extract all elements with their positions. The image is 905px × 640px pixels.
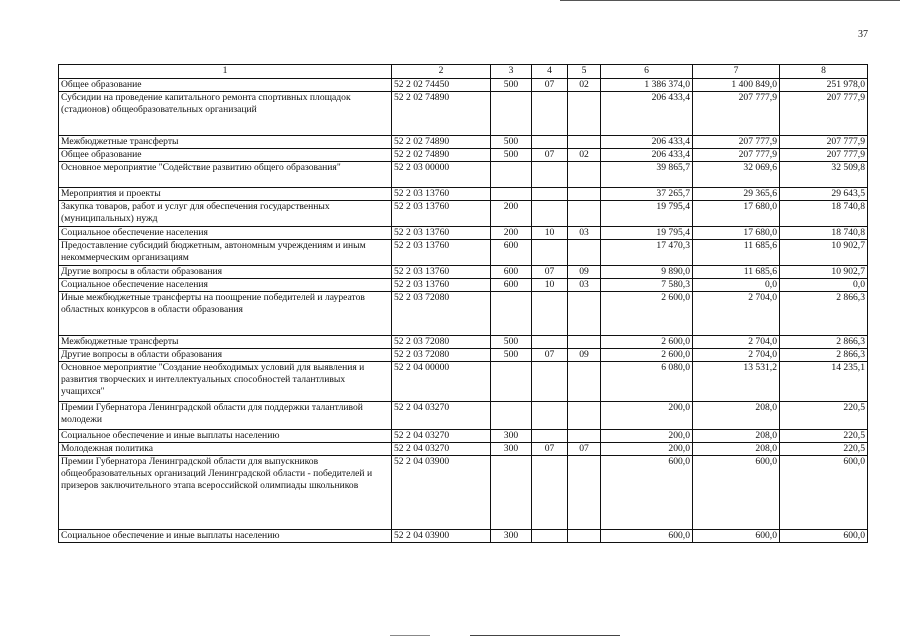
row-name: Межбюджетные трансферты (59, 136, 392, 149)
row-value-7: 207 777,9 (693, 92, 780, 136)
row-col-3: 200 (491, 201, 532, 227)
table-row (59, 162, 868, 188)
row-name: Другие вопросы в области образования (59, 266, 392, 279)
row-value-7: 1 400 849,0 (693, 79, 780, 92)
row-col-4 (532, 530, 568, 543)
row-name: Молодежная политика (59, 443, 392, 456)
row-code: 52 2 02 74890 (392, 136, 491, 149)
row-value-7: 600,0 (693, 456, 780, 530)
row-col-3: 600 (491, 240, 532, 266)
row-value-6: 206 433,4 (601, 149, 693, 162)
row-value-8: 29 643,5 (780, 188, 868, 201)
table-row (59, 430, 868, 443)
row-col-5 (568, 188, 601, 201)
row-col-3 (491, 402, 532, 430)
row-value-6: 17 470,3 (601, 240, 693, 266)
table-row (59, 456, 868, 530)
row-name: Социальное обеспечение и иные выплаты населению (59, 430, 392, 443)
table-row (59, 266, 868, 279)
header-col-6: 6 (601, 65, 693, 79)
scan-mark (390, 635, 430, 636)
row-value-6: 200,0 (601, 443, 693, 456)
row-col-3: 500 (491, 349, 532, 362)
table-row (59, 188, 868, 201)
table-row (59, 227, 868, 240)
row-col-3: 200 (491, 227, 532, 240)
row-name: Социальное обеспечение населения (59, 279, 392, 292)
row-col-4 (532, 430, 568, 443)
row-col-4 (532, 336, 568, 349)
row-value-7: 29 365,6 (693, 188, 780, 201)
table-row (59, 149, 868, 162)
header-col-3: 3 (491, 65, 532, 79)
row-col-3 (491, 292, 532, 336)
row-value-6: 37 265,7 (601, 188, 693, 201)
row-col-4 (532, 201, 568, 227)
row-value-7: 32 069,6 (693, 162, 780, 188)
row-value-7: 207 777,9 (693, 149, 780, 162)
row-col-4 (532, 456, 568, 530)
row-value-7: 2 704,0 (693, 349, 780, 362)
row-code: 52 2 03 13760 (392, 201, 491, 227)
row-col-4: 10 (532, 279, 568, 292)
row-col-3 (491, 362, 532, 402)
row-code: 52 2 02 74890 (392, 149, 491, 162)
row-col-5: 03 (568, 227, 601, 240)
table-row (59, 336, 868, 349)
row-col-4: 07 (532, 443, 568, 456)
row-value-6: 19 795,4 (601, 201, 693, 227)
row-col-3: 300 (491, 430, 532, 443)
row-col-4: 07 (532, 266, 568, 279)
row-col-5 (568, 336, 601, 349)
row-value-8: 32 509,8 (780, 162, 868, 188)
row-col-5 (568, 162, 601, 188)
row-value-8: 10 902,7 (780, 266, 868, 279)
row-value-6: 2 600,0 (601, 349, 693, 362)
scan-line (470, 635, 620, 636)
row-value-6: 1 386 374,0 (601, 79, 693, 92)
top-rule (560, 0, 900, 1)
header-col-2: 2 (392, 65, 491, 79)
row-name: Премии Губернатора Ленинградской области для выпускников общеобразовательных организаций Ленинградской области - победителей и призеров заключительного этапа всероссийской олимпиады школьников (59, 456, 392, 530)
row-name: Социальное обеспечение населения (59, 227, 392, 240)
row-value-6: 19 795,4 (601, 227, 693, 240)
row-code: 52 2 04 03270 (392, 430, 491, 443)
row-col-4: 07 (532, 149, 568, 162)
row-col-5 (568, 136, 601, 149)
row-value-6: 200,0 (601, 430, 693, 443)
row-col-5 (568, 362, 601, 402)
row-value-8: 600,0 (780, 530, 868, 543)
row-value-7: 207 777,9 (693, 136, 780, 149)
row-col-4 (532, 92, 568, 136)
row-col-4 (532, 240, 568, 266)
table-row (59, 136, 868, 149)
row-name: Другие вопросы в области образования (59, 349, 392, 362)
row-code: 52 2 03 13760 (392, 227, 491, 240)
row-value-8: 18 740,8 (780, 201, 868, 227)
row-value-7: 13 531,2 (693, 362, 780, 402)
row-value-6: 206 433,4 (601, 92, 693, 136)
row-value-7: 2 704,0 (693, 336, 780, 349)
row-col-3 (491, 92, 532, 136)
table-row (59, 530, 868, 543)
row-col-3: 600 (491, 266, 532, 279)
table-row (59, 349, 868, 362)
header-col-8: 8 (780, 65, 868, 79)
row-col-3 (491, 162, 532, 188)
row-col-5: 03 (568, 279, 601, 292)
header-col-7: 7 (693, 65, 780, 79)
row-col-5: 02 (568, 149, 601, 162)
table-row (59, 443, 868, 456)
row-col-5 (568, 402, 601, 430)
table-row (59, 362, 868, 402)
row-col-4 (532, 188, 568, 201)
row-value-6: 9 890,0 (601, 266, 693, 279)
row-col-3: 500 (491, 336, 532, 349)
row-name: Общее образование (59, 149, 392, 162)
row-col-4: 07 (532, 349, 568, 362)
row-value-6: 600,0 (601, 530, 693, 543)
header-col-5: 5 (568, 65, 601, 79)
row-value-6: 206 433,4 (601, 136, 693, 149)
row-value-8: 0,0 (780, 279, 868, 292)
row-col-4 (532, 292, 568, 336)
row-value-7: 17 680,0 (693, 201, 780, 227)
row-name: Субсидии на проведение капитального ремонта спортивных площадок (стадионов) общеобразовательных организаций (59, 92, 392, 136)
row-code: 52 2 02 74890 (392, 92, 491, 136)
row-value-8: 251 978,0 (780, 79, 868, 92)
row-col-5 (568, 430, 601, 443)
row-col-5: 02 (568, 79, 601, 92)
row-col-4 (532, 162, 568, 188)
row-value-7: 208,0 (693, 443, 780, 456)
row-col-4 (532, 362, 568, 402)
row-value-8: 2 866,3 (780, 292, 868, 336)
row-col-4: 10 (532, 227, 568, 240)
table-row (59, 279, 868, 292)
row-col-3: 300 (491, 443, 532, 456)
row-col-3: 300 (491, 530, 532, 543)
row-value-7: 11 685,6 (693, 240, 780, 266)
row-col-5 (568, 456, 601, 530)
row-value-7: 0,0 (693, 279, 780, 292)
row-value-7: 208,0 (693, 402, 780, 430)
row-value-7: 600,0 (693, 530, 780, 543)
row-col-3: 500 (491, 149, 532, 162)
row-value-8: 2 866,3 (780, 349, 868, 362)
row-value-6: 2 600,0 (601, 336, 693, 349)
row-code: 52 2 03 72080 (392, 336, 491, 349)
row-col-5 (568, 292, 601, 336)
row-col-5: 09 (568, 266, 601, 279)
row-name: Закупка товаров, работ и услуг для обеспечения государственных (муниципальных) нужд (59, 201, 392, 227)
row-name: Мероприятия и проекты (59, 188, 392, 201)
row-col-5: 09 (568, 349, 601, 362)
row-value-8: 220,5 (780, 430, 868, 443)
row-code: 52 2 03 13760 (392, 188, 491, 201)
row-value-8: 220,5 (780, 443, 868, 456)
row-col-3 (491, 456, 532, 530)
row-code: 52 2 04 03900 (392, 530, 491, 543)
row-value-8: 220,5 (780, 402, 868, 430)
row-value-8: 18 740,8 (780, 227, 868, 240)
row-name: Основное мероприятие "Содействие развитию общего образования" (59, 162, 392, 188)
table-row (59, 201, 868, 227)
row-code: 52 2 03 00000 (392, 162, 491, 188)
row-name: Предоставление субсидий бюджетным, автономным учреждениям и иным некоммерческим организациям (59, 240, 392, 266)
row-name: Основное мероприятие "Создание необходимых условий для выявления и развития творческих и интеллектуальных способностей талантливых учащихся" (59, 362, 392, 402)
row-col-5 (568, 530, 601, 543)
row-value-6: 7 580,3 (601, 279, 693, 292)
row-value-6: 39 865,7 (601, 162, 693, 188)
row-value-8: 207 777,9 (780, 136, 868, 149)
row-code: 52 2 04 03900 (392, 456, 491, 530)
row-col-5 (568, 201, 601, 227)
row-col-3: 600 (491, 279, 532, 292)
row-code: 52 2 04 03270 (392, 402, 491, 430)
row-value-8: 10 902,7 (780, 240, 868, 266)
page-number: 37 (858, 29, 868, 40)
header-row (59, 65, 868, 79)
row-name: Межбюджетные трансферты (59, 336, 392, 349)
row-name: Общее образование (59, 79, 392, 92)
table-row (59, 402, 868, 430)
budget-table (58, 64, 868, 543)
table-row (59, 79, 868, 92)
table-row (59, 92, 868, 136)
row-value-6: 2 600,0 (601, 292, 693, 336)
row-col-4 (532, 136, 568, 149)
row-value-8: 207 777,9 (780, 149, 868, 162)
row-value-6: 600,0 (601, 456, 693, 530)
row-code: 52 2 02 74450 (392, 79, 491, 92)
row-value-8: 207 777,9 (780, 92, 868, 136)
header-col-1: 1 (59, 65, 392, 79)
row-code: 52 2 03 13760 (392, 240, 491, 266)
table-row (59, 240, 868, 266)
row-code: 52 2 03 72080 (392, 349, 491, 362)
row-name: Иные межбюджетные трансферты на поощрение победителей и лауреатов областных конкурсов в области образования (59, 292, 392, 336)
row-value-7: 2 704,0 (693, 292, 780, 336)
row-code: 52 2 03 13760 (392, 266, 491, 279)
header-col-4: 4 (532, 65, 568, 79)
row-value-8: 600,0 (780, 456, 868, 530)
table-row (59, 292, 868, 336)
row-value-7: 11 685,6 (693, 266, 780, 279)
row-value-6: 200,0 (601, 402, 693, 430)
row-col-5 (568, 92, 601, 136)
row-name: Социальное обеспечение и иные выплаты населению (59, 530, 392, 543)
row-col-3 (491, 188, 532, 201)
row-col-4 (532, 402, 568, 430)
row-value-6: 6 080,0 (601, 362, 693, 402)
row-code: 52 2 03 13760 (392, 279, 491, 292)
row-col-5: 07 (568, 443, 601, 456)
row-code: 52 2 04 00000 (392, 362, 491, 402)
row-value-8: 2 866,3 (780, 336, 868, 349)
row-value-7: 17 680,0 (693, 227, 780, 240)
row-name: Премии Губернатора Ленинградской области для поддержки талантливой молодежи (59, 402, 392, 430)
row-code: 52 2 03 72080 (392, 292, 491, 336)
row-value-8: 14 235,1 (780, 362, 868, 402)
row-value-7: 208,0 (693, 430, 780, 443)
row-col-4: 07 (532, 79, 568, 92)
row-code: 52 2 04 03270 (392, 443, 491, 456)
row-col-3: 500 (491, 79, 532, 92)
budget-table-body (59, 79, 868, 543)
row-col-5 (568, 240, 601, 266)
row-col-3: 500 (491, 136, 532, 149)
